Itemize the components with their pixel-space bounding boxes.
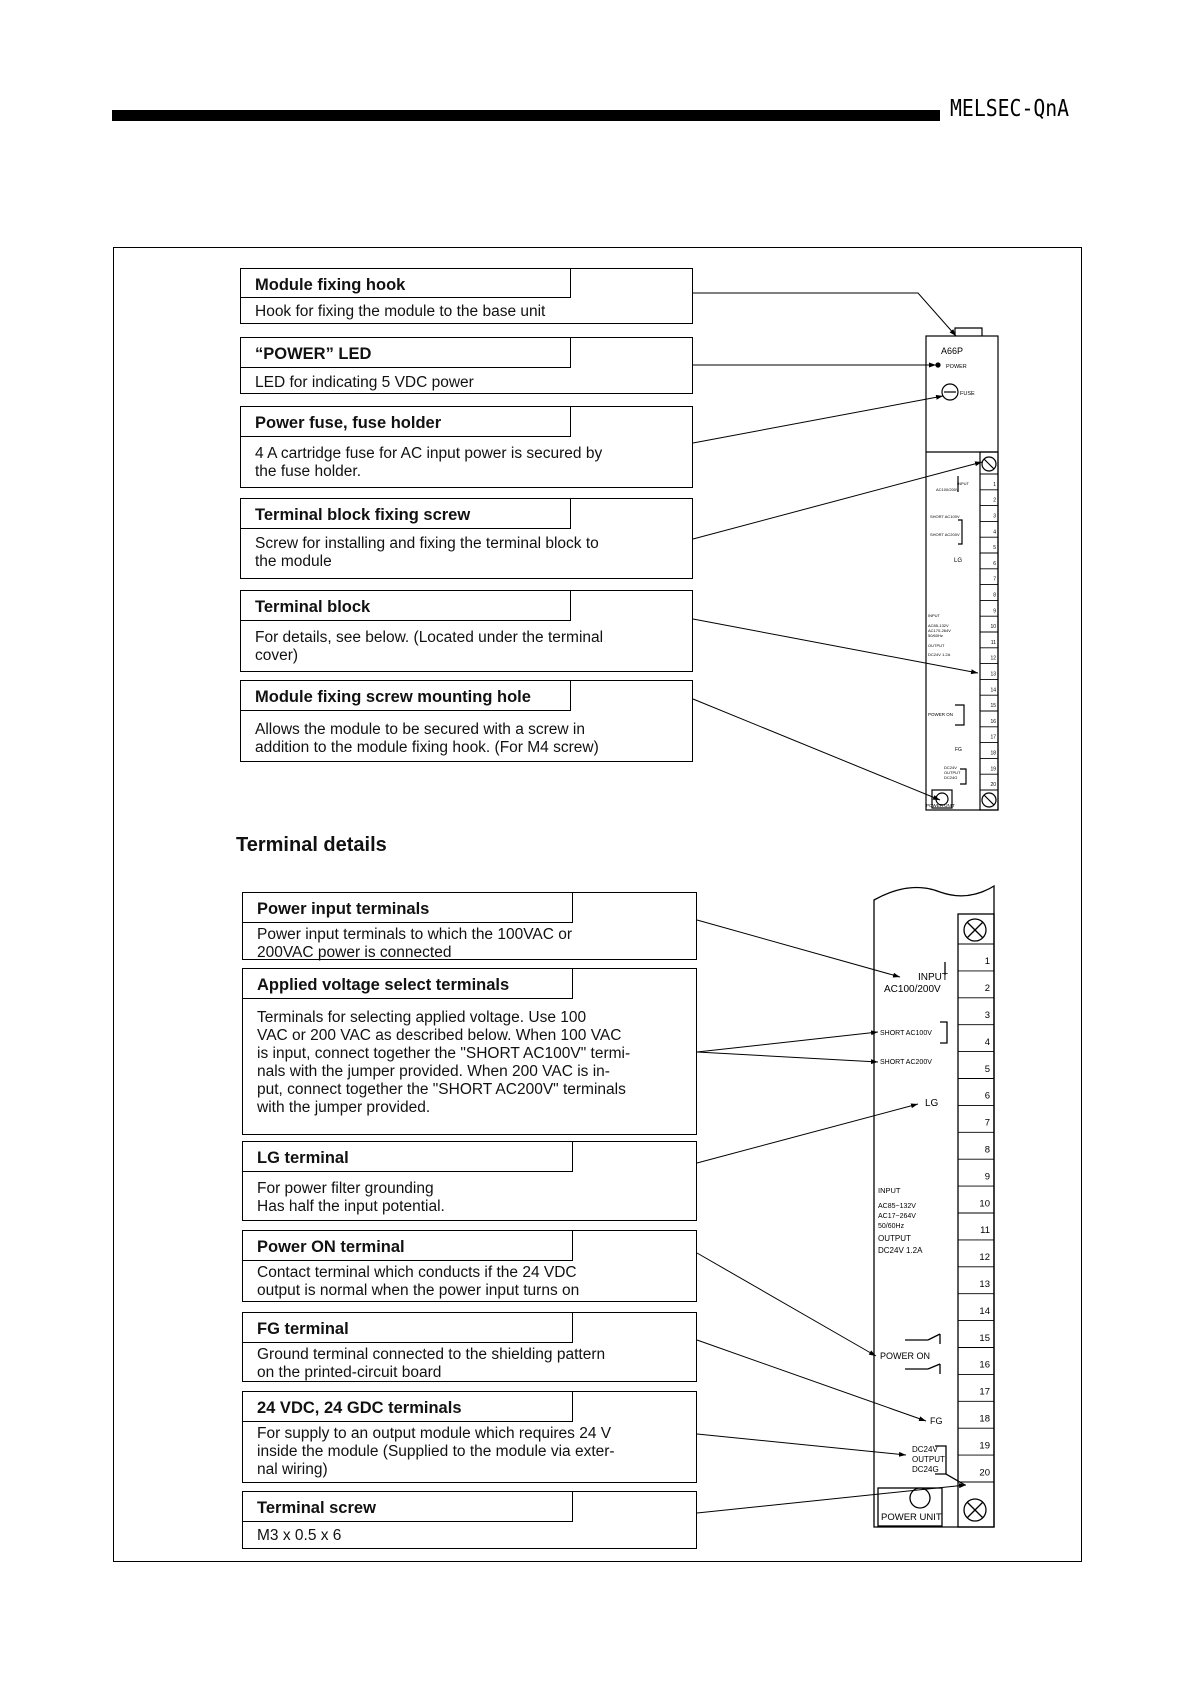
callout-title: LG terminal bbox=[243, 1142, 573, 1172]
power-on-label: POWER ON bbox=[928, 712, 954, 717]
terminal-numbers-detail bbox=[979, 956, 990, 1478]
terminal-number: 2 bbox=[993, 497, 996, 504]
detail-spec-freq-label: 50/60Hz bbox=[878, 1223, 905, 1230]
output-label: OUTPUT bbox=[944, 770, 961, 775]
callout-title: FG terminal bbox=[243, 1313, 573, 1343]
detail-spec-ac1-label: AC85~132V bbox=[878, 1203, 916, 1210]
callout-title: Power input terminals bbox=[243, 893, 573, 923]
input-label: INPUT bbox=[957, 481, 969, 486]
callout-description: M3 x 0.5 x 6 bbox=[257, 1527, 342, 1544]
power-led bbox=[936, 363, 940, 367]
detail-input-label: INPUT bbox=[918, 972, 948, 983]
dc24v-label: DC24V bbox=[944, 765, 957, 770]
terminal-number: 3 bbox=[993, 513, 996, 520]
detail-spec-input-label: INPUT bbox=[878, 1186, 901, 1195]
short-ac200-label: SHORT AC200V bbox=[930, 532, 960, 537]
terminal-number: 12 bbox=[990, 655, 996, 662]
input-range-label: AC100/200V bbox=[936, 487, 959, 492]
power-unit-label: POWER UNIT bbox=[926, 803, 955, 808]
terminal-number: 12 bbox=[979, 1252, 990, 1264]
terminal-number: 17 bbox=[990, 734, 996, 741]
module-body bbox=[926, 336, 998, 810]
terminal-number: 6 bbox=[993, 560, 996, 567]
detail-lg-label: LG bbox=[925, 1098, 939, 1109]
leader-lines-top bbox=[693, 293, 982, 800]
terminal-number: 11 bbox=[980, 1225, 990, 1237]
terminal-number: 4 bbox=[993, 529, 996, 536]
terminal-number: 2 bbox=[984, 983, 990, 995]
terminal-numbers-top bbox=[990, 482, 996, 788]
callout-description: Allows the module to be secured with a screw in addition to the module fixing hook. (For M4 screw) bbox=[255, 721, 599, 756]
terminal-number: 15 bbox=[990, 703, 996, 710]
callout-title: Power fuse, fuse holder bbox=[241, 407, 571, 437]
terminal-number: 14 bbox=[990, 687, 996, 694]
short-ac100-label: SHORT AC100V bbox=[930, 514, 960, 519]
terminal-number: 7 bbox=[984, 1117, 990, 1129]
model-label: A66P bbox=[941, 346, 964, 356]
detail-terminal-strip bbox=[958, 914, 994, 1527]
callout-description: Ground terminal connected to the shielding pattern on the printed-circuit board bbox=[257, 1346, 606, 1381]
terminal-number: 1 bbox=[993, 481, 996, 488]
spec-output-label: OUTPUT bbox=[928, 643, 945, 648]
terminal-number: 20 bbox=[990, 782, 996, 789]
callout-description: Screw for installing and fixing the terminal block to the module bbox=[255, 535, 599, 570]
detail-output-label: OUTPUT bbox=[912, 1455, 945, 1464]
detail-power-on-label: POWER ON bbox=[880, 1351, 931, 1361]
terminal-number: 6 bbox=[984, 1090, 990, 1102]
spec-freq-label: 50/60Hz bbox=[928, 633, 943, 638]
callout-description: Contact terminal which conducts if the 24 VDC output is normal when the power input turns on bbox=[257, 1264, 580, 1299]
detail-spec-dc-label: DC24V 1.2A bbox=[878, 1246, 923, 1255]
terminal-number: 20 bbox=[979, 1467, 990, 1479]
leader-lines-detail bbox=[697, 920, 966, 1513]
terminal-number: 8 bbox=[993, 592, 996, 599]
fg-label: FG bbox=[955, 747, 962, 753]
terminal-number: 3 bbox=[984, 1009, 990, 1021]
terminal-number: 13 bbox=[979, 1278, 990, 1290]
terminal-number: 10 bbox=[979, 1198, 990, 1210]
callout-description: For details, see below. (Located under the terminal cover) bbox=[255, 629, 604, 664]
terminal-number: 9 bbox=[993, 608, 996, 615]
callout-title: “POWER” LED bbox=[241, 338, 571, 368]
terminal-number: 8 bbox=[984, 1144, 990, 1156]
lg-label: LG bbox=[954, 558, 963, 564]
detail-spec-output-label: OUTPUT bbox=[878, 1234, 911, 1243]
terminal-dividers-detail bbox=[958, 944, 994, 1482]
callout-title: Terminal screw bbox=[243, 1492, 573, 1522]
callout-description: For power filter grounding Has half the input potential. bbox=[257, 1180, 445, 1215]
detail-dc24v-label: DC24V bbox=[912, 1445, 938, 1454]
module-labels-detail bbox=[878, 972, 948, 1523]
detail-spec-ac2-label: AC17~264V bbox=[878, 1213, 916, 1220]
terminal-number: 7 bbox=[993, 576, 996, 583]
detail-short-ac100-label: SHORT AC100V bbox=[880, 1030, 932, 1037]
terminal-number: 5 bbox=[993, 545, 996, 552]
detail-input-range-label: AC100/200V bbox=[884, 984, 941, 995]
terminal-number: 18 bbox=[990, 750, 996, 757]
brand-name: MELSEC-QnA bbox=[950, 96, 1070, 122]
callout-description: 4 A cartridge fuse for AC input power is secured by the fuse holder. bbox=[255, 445, 603, 480]
terminal-number: 15 bbox=[979, 1332, 990, 1344]
terminal-number: 5 bbox=[984, 1063, 990, 1075]
dc24g-label: DC24G bbox=[944, 775, 958, 780]
callout-title: Module fixing hook bbox=[241, 269, 571, 298]
callout-description: LED for indicating 5 VDC power bbox=[255, 374, 474, 391]
terminal-number: 11 bbox=[990, 639, 996, 646]
spec-ac2-label: AC170-264V bbox=[928, 628, 951, 633]
terminal-dividers-top bbox=[980, 474, 998, 790]
callout-description: Power input terminals to which the 100VAC or 200VAC power is connected bbox=[257, 926, 573, 961]
terminal-number: 10 bbox=[990, 624, 996, 631]
power-led-label: POWER bbox=[946, 364, 967, 370]
terminal-number: 19 bbox=[990, 766, 996, 773]
callout-description: For supply to an output module which requires 24 V inside the module (Supplied to the module via exter- nal wiring) bbox=[257, 1425, 615, 1478]
terminal-number: 16 bbox=[979, 1359, 990, 1371]
terminal-number: 14 bbox=[979, 1305, 990, 1317]
detail-short-ac200-label: SHORT AC200V bbox=[880, 1059, 932, 1066]
section-heading: Terminal details bbox=[236, 834, 387, 856]
callout-title: Module fixing screw mounting hole bbox=[241, 681, 571, 711]
terminal-number: 13 bbox=[990, 671, 996, 678]
spec-ac1-label: AC85-132V bbox=[928, 623, 949, 628]
fuse-label: FUSE bbox=[960, 391, 975, 397]
callout-title: Applied voltage select terminals bbox=[243, 969, 573, 999]
detail-power-unit-label: POWER UNIT bbox=[881, 1512, 942, 1523]
terminal-number: 17 bbox=[979, 1386, 990, 1398]
detail-fg-label: FG bbox=[930, 1416, 943, 1426]
spec-dc-label: DC24V 1.2A bbox=[928, 652, 951, 657]
callout-title: Power ON terminal bbox=[243, 1231, 573, 1261]
spec-input-label: INPUT bbox=[928, 613, 940, 618]
callout-title: 24 VDC, 24 GDC terminals bbox=[243, 1392, 573, 1422]
terminal-number: 18 bbox=[979, 1413, 990, 1425]
callout-description: Hook for fixing the module to the base unit bbox=[255, 303, 546, 320]
terminal-number: 4 bbox=[984, 1036, 990, 1048]
module-fixing-hook bbox=[955, 328, 982, 336]
callout-description: Terminals for selecting applied voltage. Use 100 VAC or 200 VAC as described below. When 100 VAC is input, connect together the "SHORT AC100V" termi- nals with the jumper provided. When 200 VAC is in- put, connect together the "SHORT AC200V" terminals with the jumper provided. bbox=[257, 1009, 631, 1116]
module-labels-top bbox=[926, 346, 975, 808]
terminal-number: 19 bbox=[979, 1440, 990, 1452]
detail-dc24g-label: DC24G bbox=[912, 1465, 939, 1474]
terminal-number: 9 bbox=[984, 1171, 990, 1183]
callout-title: Terminal block bbox=[241, 591, 571, 621]
terminal-number: 16 bbox=[990, 718, 996, 725]
callout-title: Terminal block fixing screw bbox=[241, 499, 571, 529]
terminal-number: 1 bbox=[984, 956, 990, 968]
